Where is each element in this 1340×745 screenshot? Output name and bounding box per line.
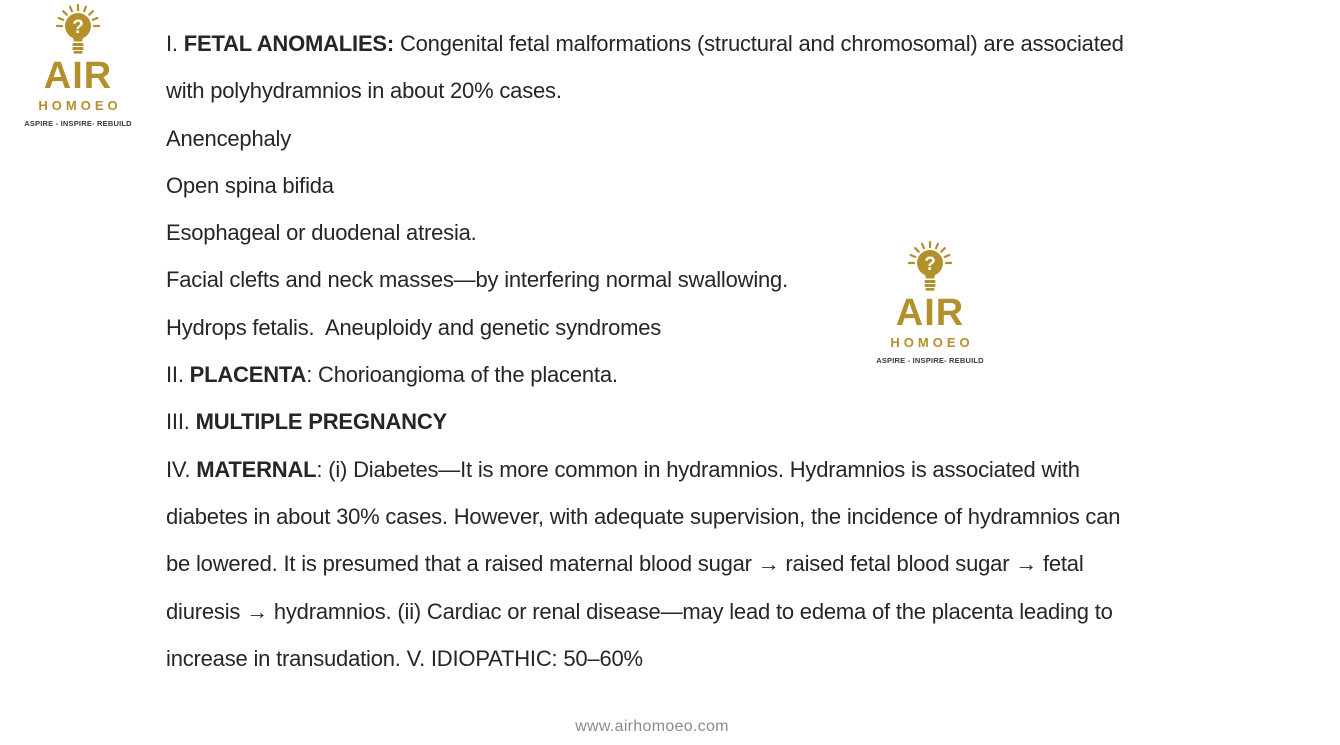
air-homoeo-logo-inline <box>874 241 986 365</box>
logo-subbrand: HOMOEO <box>890 335 974 350</box>
text-line-13: diuresis → hydramnios. (ii) Cardiac or renal disease—may lead to edema of the placenta leading to <box>166 598 1113 624</box>
lightbulb-idea-icon <box>46 4 110 56</box>
text-line-10: IV. MATERNAL: (i) Diabetes—It is more common in hydramnios. Hydramnios is associated with <box>166 456 1080 482</box>
text-line-6: Facial clefts and neck masses—by interfering normal swallowing. <box>166 267 788 293</box>
air-homoeo-logo-topleft <box>22 4 134 128</box>
logo-subbrand: HOMOEO <box>38 98 122 113</box>
text-line-9: III. MULTIPLE PREGNANCY <box>166 409 448 435</box>
text-line-3: Anencephaly <box>166 125 292 151</box>
text-line-4: Open spina bifida <box>166 172 334 198</box>
logo-tagline: ASPIRE - INSPIRE- REBUILD <box>876 356 984 365</box>
bulb-base <box>925 280 936 291</box>
question-mark-glyph: ? <box>72 17 84 38</box>
text-line-7: Hydrops fetalis. Aneuploidy and genetic syndromes <box>166 314 662 340</box>
text-line-14: increase in transudation. V. IDIOPATHIC: 50–60% <box>166 645 643 671</box>
logo-brand: AIR <box>43 55 113 97</box>
body-text <box>166 20 1326 682</box>
text-line-8: II. PLACENTA: Chorioangioma of the placenta. <box>166 362 618 388</box>
logo-tagline: ASPIRE - INSPIRE- REBUILD <box>24 119 132 128</box>
footer-url: www.airhomoeo.com <box>575 718 729 735</box>
bulb-base <box>73 43 84 54</box>
bulb-neck <box>73 38 83 42</box>
text-line-12: be lowered. It is presumed that a raised maternal blood sugar → raised fetal blood sugar → fetal <box>166 551 1084 577</box>
lightbulb-idea-icon <box>898 241 962 293</box>
text-line-2: with polyhydramnios in about 20% cases. <box>166 78 562 104</box>
logo-brand: AIR <box>895 292 965 334</box>
question-mark-glyph: ? <box>924 254 936 275</box>
text-line-5: Esophageal or duodenal atresia. <box>166 220 477 246</box>
bulb-neck <box>925 275 935 279</box>
text-line-11: diabetes in about 30% cases. However, with adequate supervision, the incidence of hydramnios can <box>166 503 1121 529</box>
text-line-1: I. FETAL ANOMALIES: Congenital fetal malformations (structural and chromosomal) are associated <box>166 31 1124 56</box>
